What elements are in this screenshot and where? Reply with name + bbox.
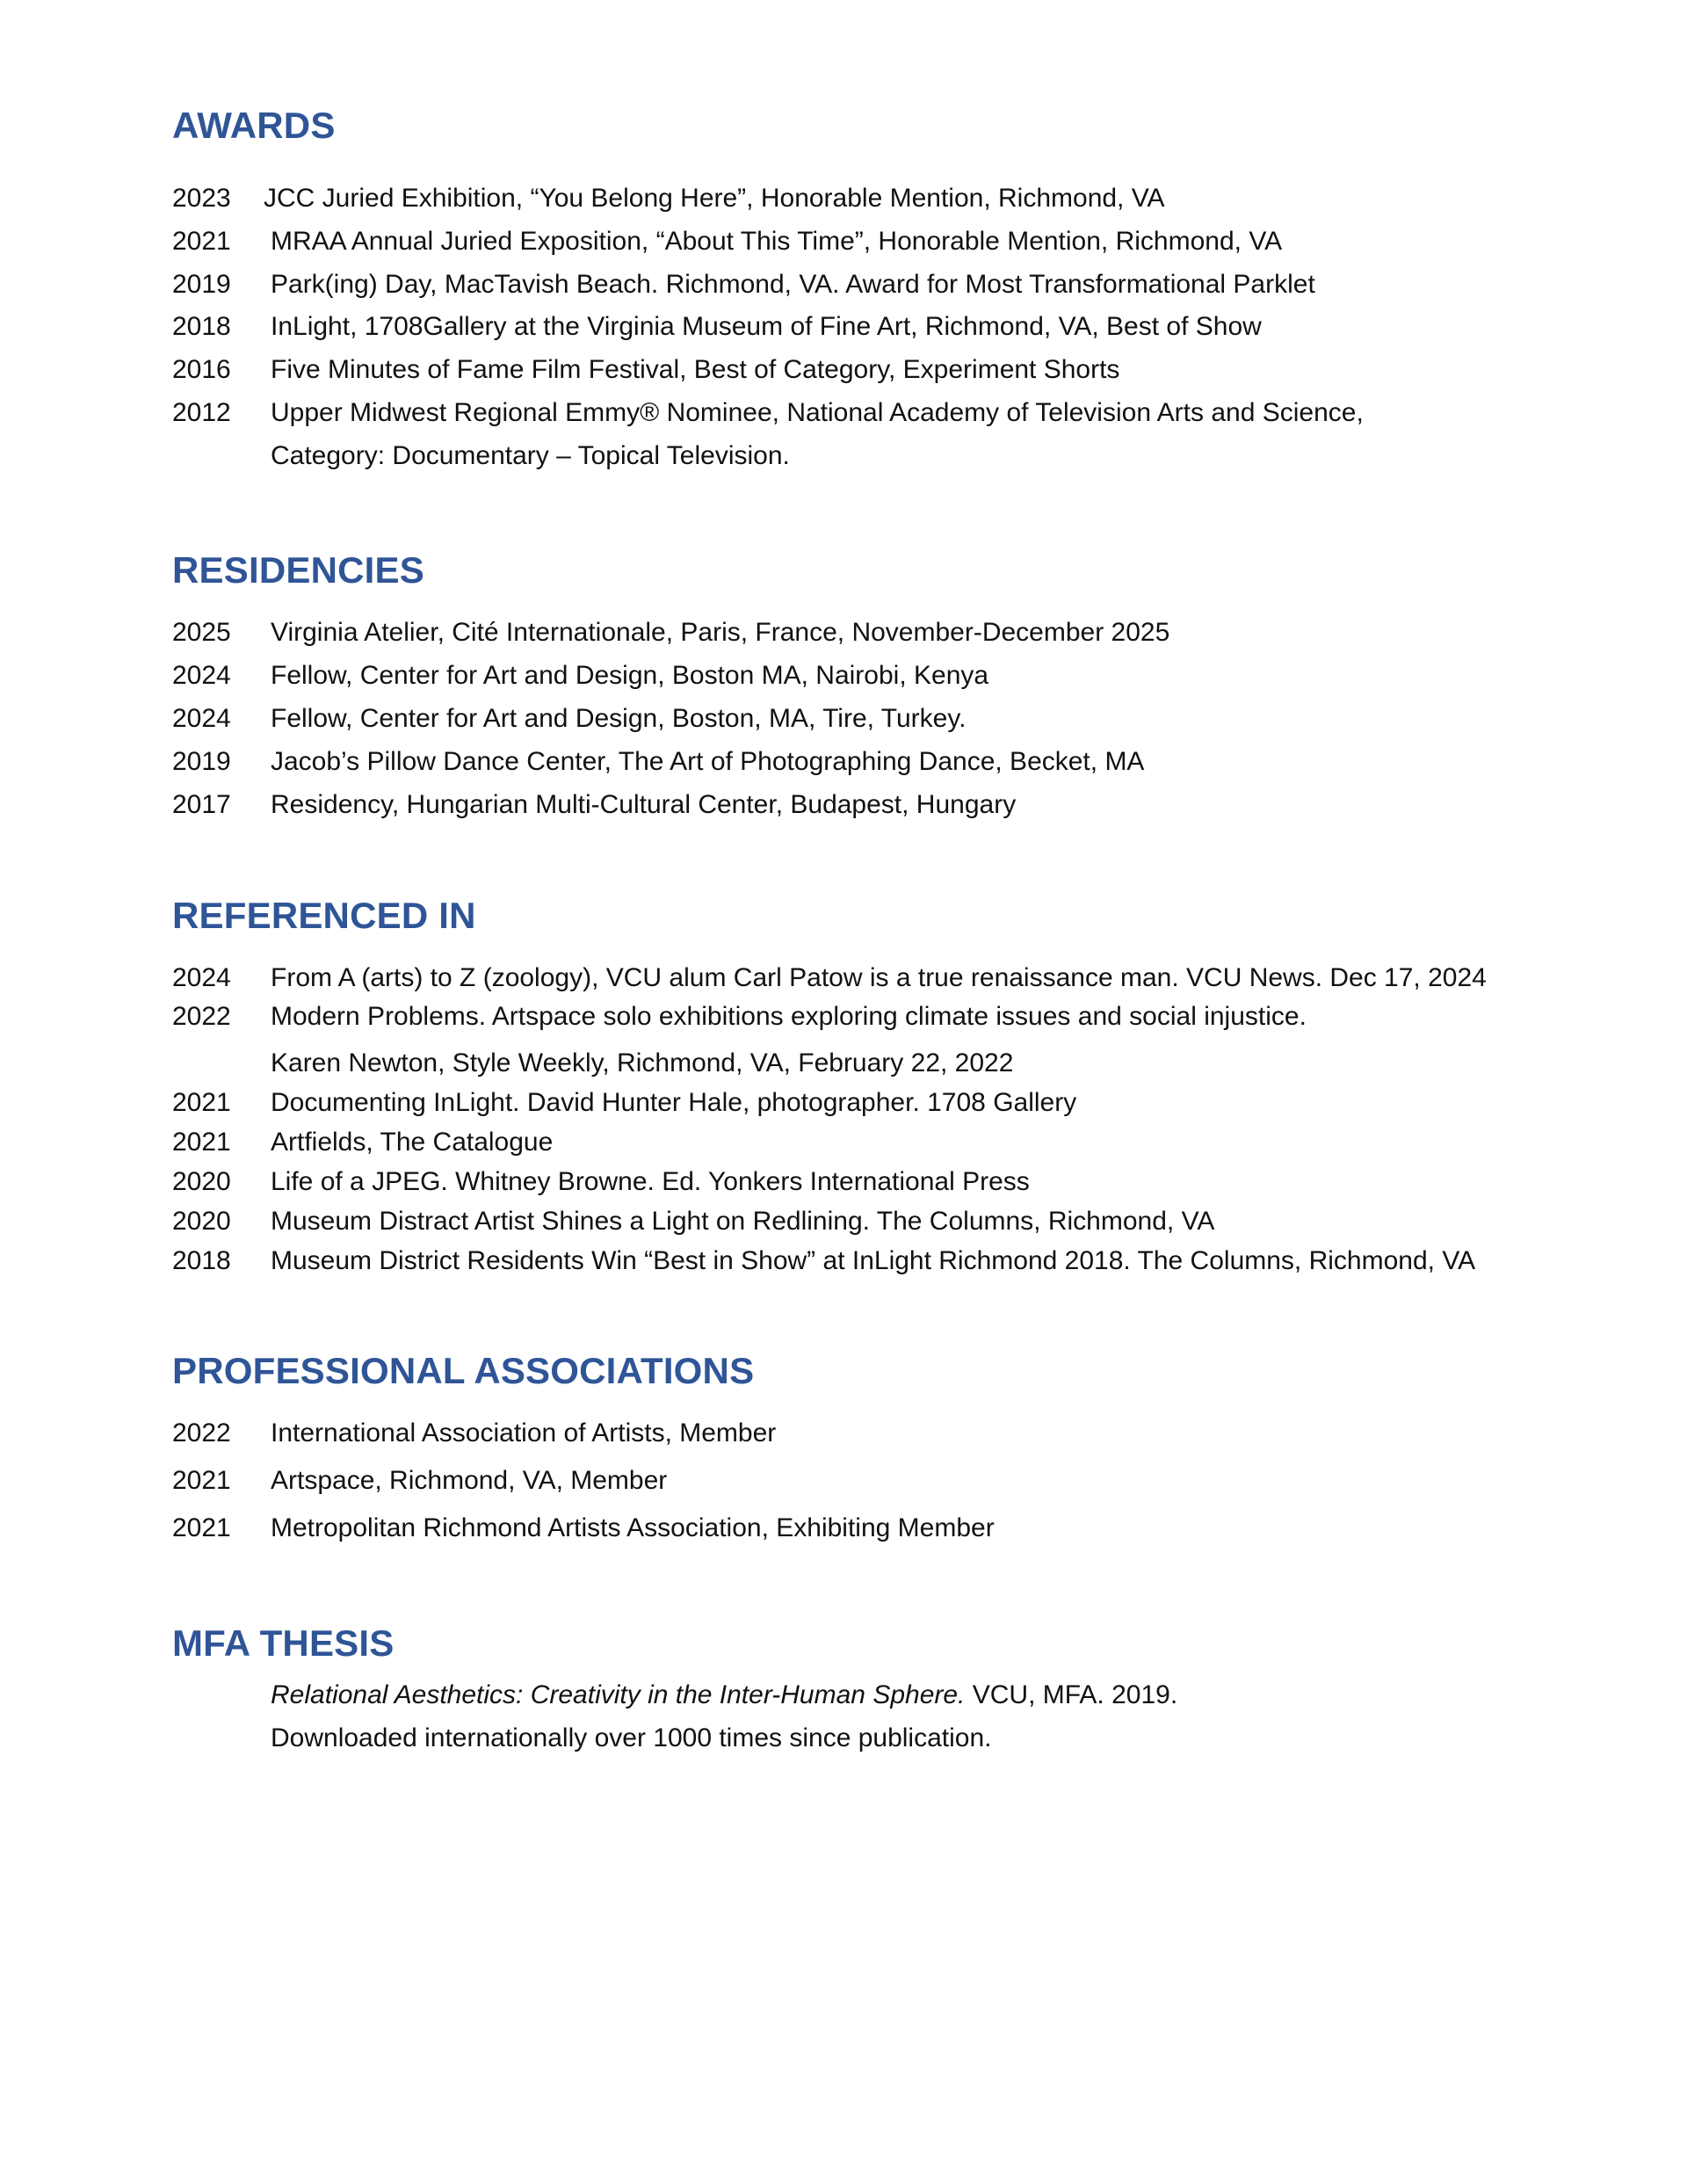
referenced-section — [172, 894, 1543, 1275]
awards-section — [172, 104, 1543, 470]
thesis-detail: VCU, MFA. 2019. — [965, 1680, 1178, 1709]
reference-text-continuation: Karen Newton, Style Weekly, Richmond, VA, February 22, 2022 — [271, 1048, 1014, 1077]
reference-year: 2021 — [172, 1088, 231, 1117]
reference-text: Life of a JPEG. Whitney Browne. Ed. Yonkers International Press — [271, 1167, 1030, 1196]
thesis-heading: MFA THESIS — [172, 1622, 395, 1664]
award-text: Park(ing) Day, MacTavish Beach. Richmond, VA. Award for Most Transformational Parklet — [271, 270, 1315, 299]
reference-text: Documenting InLight. David Hunter Hale, photographer. 1708 Gallery — [271, 1088, 1077, 1117]
award-year: 2016 — [172, 355, 231, 384]
award-year: 2019 — [172, 270, 231, 299]
residency-year: 2024 — [172, 704, 231, 733]
residency-year: 2019 — [172, 747, 231, 776]
reference-text: Museum Distract Artist Shines a Light on Redlining. The Columns, Richmond, VA — [271, 1207, 1215, 1236]
residency-text: Residency, Hungarian Multi-Cultural Center, Budapest, Hungary — [271, 790, 1017, 819]
reference-text: Museum District Residents Win “Best in Show” at InLight Richmond 2018. The Columns, Richmond, VA — [271, 1246, 1476, 1275]
association-year: 2021 — [172, 1466, 231, 1495]
awards-heading: AWARDS — [172, 105, 336, 146]
thesis-note: Downloaded internationally over 1000 times since publication. — [271, 1723, 992, 1752]
award-text-continuation: Category: Documentary – Topical Television. — [271, 441, 790, 470]
reference-year: 2022 — [172, 1002, 231, 1031]
award-text: JCC Juried Exhibition, “You Belong Here”, Honorable Mention, Richmond, VA — [264, 184, 1165, 213]
association-year: 2021 — [172, 1513, 231, 1542]
reference-text: Artfields, The Catalogue — [271, 1128, 554, 1157]
award-year: 2012 — [172, 398, 231, 427]
associations-heading: PROFESSIONAL ASSOCIATIONS — [172, 1350, 755, 1391]
residencies-heading: RESIDENCIES — [172, 549, 424, 591]
residency-text: Jacob’s Pillow Dance Center, The Art of Photographing Dance, Becket, MA — [271, 747, 1145, 776]
residency-year: 2025 — [172, 618, 231, 647]
award-year: 2023 — [172, 184, 231, 213]
thesis-title: Relational Aesthetics: Creativity in the Inter-Human Sphere. — [271, 1680, 966, 1709]
residency-text: Fellow, Center for Art and Design, Boston, MA, Tire, Turkey. — [271, 704, 967, 733]
reference-year: 2018 — [172, 1246, 231, 1275]
award-text: Five Minutes of Fame Film Festival, Best of Category, Experiment Shorts — [271, 355, 1120, 384]
award-text: InLight, 1708Gallery at the Virginia Museum of Fine Art, Richmond, VA, Best of Show — [271, 312, 1262, 341]
reference-year: 2021 — [172, 1128, 231, 1157]
reference-year: 2020 — [172, 1167, 231, 1196]
reference-year: 2024 — [172, 963, 231, 992]
award-text: MRAA Annual Juried Exposition, “About This Time”, Honorable Mention, Richmond, VA — [271, 227, 1283, 256]
residencies-section — [172, 548, 1543, 819]
residency-year: 2017 — [172, 790, 231, 819]
residency-text: Fellow, Center for Art and Design, Boston MA, Nairobi, Kenya — [271, 661, 989, 690]
residency-year: 2024 — [172, 661, 231, 690]
association-text: Metropolitan Richmond Artists Association, Exhibiting Member — [271, 1513, 995, 1542]
award-year: 2018 — [172, 312, 231, 341]
reference-year: 2020 — [172, 1207, 231, 1236]
association-text: Artspace, Richmond, VA, Member — [271, 1466, 668, 1495]
associations-section — [172, 1349, 1543, 1542]
residency-text: Virginia Atelier, Cité Internationale, Paris, France, November-December 2025 — [271, 618, 1170, 647]
reference-text: Modern Problems. Artspace solo exhibitions exploring climate issues and social injustice. — [271, 1002, 1307, 1031]
award-text: Upper Midwest Regional Emmy® Nominee, National Academy of Television Arts and Science, — [271, 398, 1364, 427]
reference-text: From A (arts) to Z (zoology), VCU alum Carl Patow is a true renaissance man. VCU News. Dec 17, 2024 — [271, 963, 1487, 992]
association-text: International Association of Artists, Member — [271, 1419, 777, 1448]
thesis-citation — [271, 1680, 1536, 1711]
thesis-section — [172, 1622, 1543, 1752]
association-year: 2022 — [172, 1419, 231, 1448]
referenced-heading: REFERENCED IN — [172, 895, 476, 936]
award-year: 2021 — [172, 227, 231, 256]
